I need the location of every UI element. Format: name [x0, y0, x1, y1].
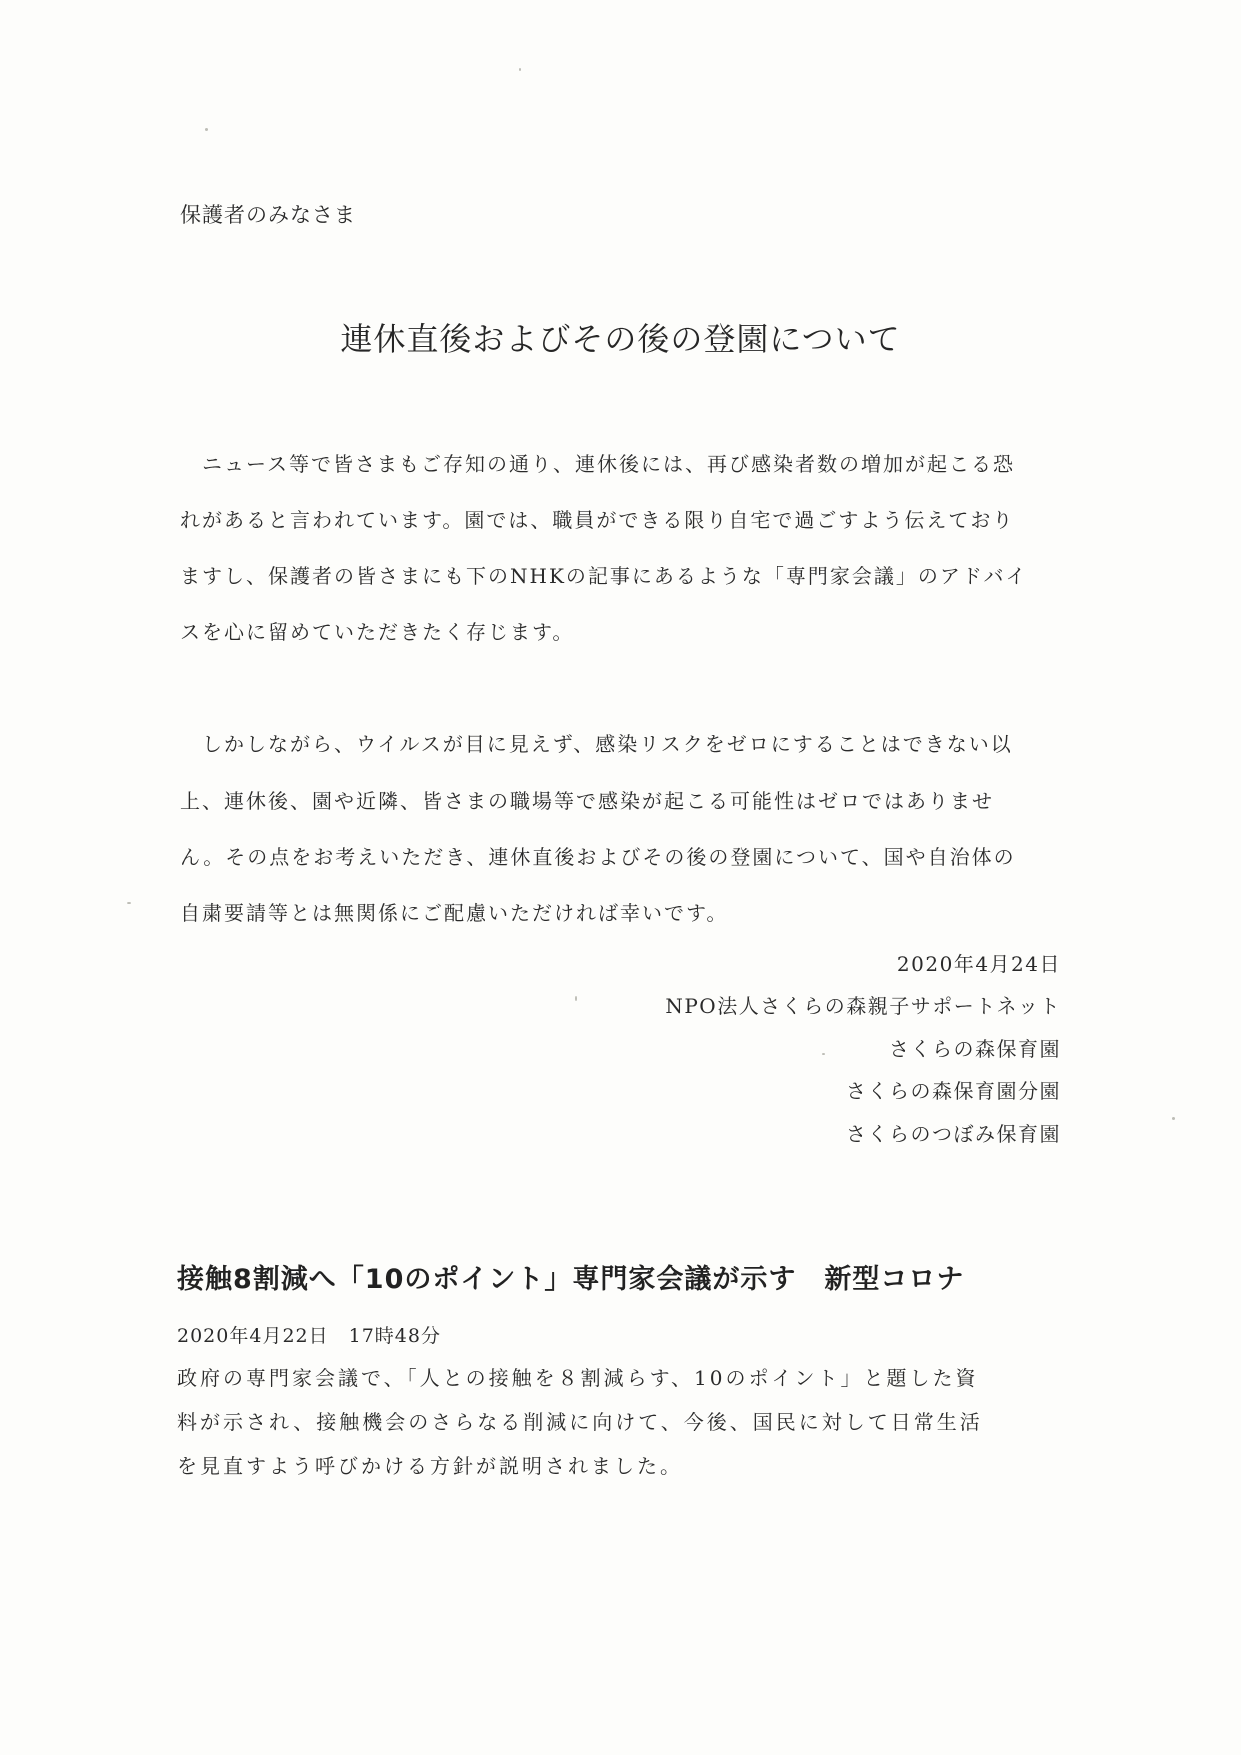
paragraph-1-line: ますし、保護者の皆さまにも下のNHKの記事にあるような「専門家会議」のアドバイ: [180, 564, 1028, 588]
scan-speck: [1172, 1117, 1175, 1120]
paragraph-1-line: れがあると言われています。園では、職員ができる限り自宅で過ごすよう伝えており: [180, 508, 1015, 532]
scan-speck: [575, 996, 577, 1001]
article-date: 2020年4月22日 17時48分: [177, 1325, 441, 1347]
article-body-line: を見直すよう呼びかける方針が説明されました。: [177, 1454, 683, 1478]
scan-speck: [822, 1053, 825, 1055]
paragraph-2-line: 上、連休後、園や近隣、皆さまの職場等で感染が起こる可能性はゼロではありませ: [180, 789, 994, 813]
scan-speck: [127, 902, 131, 904]
scan-speck: [205, 128, 208, 131]
signature-nursery-branch: さくらの森保育園分園: [846, 1079, 1061, 1103]
paragraph-2-line: 自粛要請等とは無関係にご配慮いただければ幸いです。: [180, 901, 729, 925]
paragraph-2-line: ん。その点をお考えいただき、連休直後およびその後の登園について、国や自治体の: [180, 845, 1016, 869]
paragraph-2-line: しかしながら、ウイルスが目に見えず、感染リスクをゼロにすることはできない以: [180, 732, 1013, 756]
article-body-line: 料が示され、接触機会のさらなる削減に向けて、今後、国民に対して日常生活: [177, 1410, 983, 1434]
letter-date: 2020年4月24日: [896, 952, 1061, 976]
scan-speck: [519, 68, 521, 71]
article-body-line: 政府の専門家会議で、「人との接触を８割減らす、10のポイント」と題した資: [177, 1366, 979, 1390]
article-headline: 接触8割減へ「10のポイント」専門家会議が示す 新型コロナ: [177, 1264, 965, 1295]
signature-organization: NPO法人さくらの森親子サポートネット: [665, 994, 1061, 1018]
paragraph-1-line: ニュース等で皆さまもご存知の通り、連休後には、再び感染者数の増加が起こる恐: [180, 452, 1015, 476]
signature-tsubomi-nursery: さくらのつぼみ保育園: [846, 1122, 1061, 1146]
signature-nursery: さくらの森保育園: [889, 1037, 1061, 1061]
letter-title: 連休直後およびその後の登園について: [340, 320, 901, 358]
salutation: 保護者のみなさま: [180, 203, 356, 227]
paragraph-1-line: スを心に留めていただきたく存じます。: [180, 620, 575, 644]
